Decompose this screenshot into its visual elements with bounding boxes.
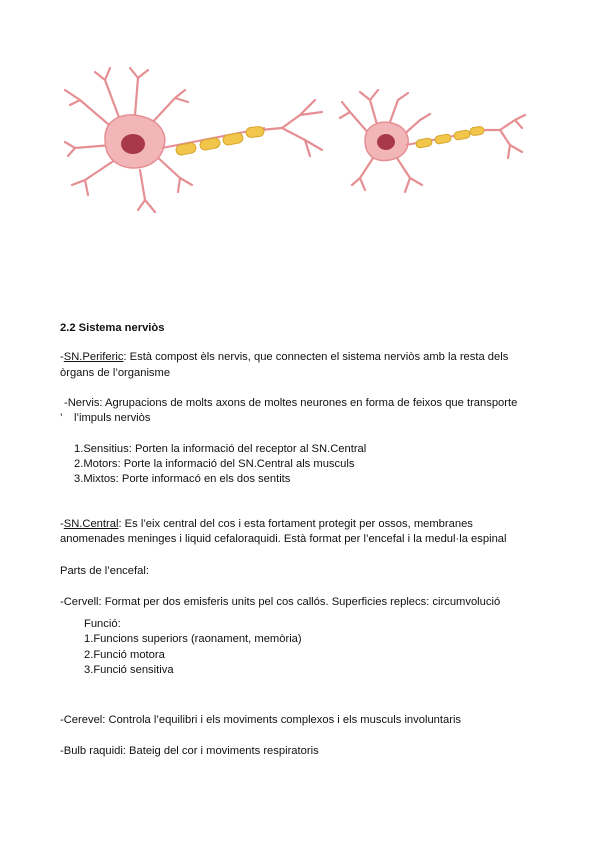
central-line-1: -SN.Central: Es l’eix central del cos i esta fortament protegit per ossos, membranes	[60, 518, 473, 530]
funcio-item-1: 1.Funcions superiors (raonament, memòria)	[84, 633, 302, 645]
periferic-text-1: : Està compost èls nervis, que connecten el sistema nerviòs amb la resta dels	[123, 351, 509, 363]
central-line-2: anomenades meninges i liquid cefaloraquidi. Està format per l’encefal i la medul·la espinal	[60, 533, 507, 545]
periferic-term: SN.Periferic	[63, 351, 124, 363]
funcio-item-3: 3.Funció sensitiva	[84, 664, 174, 676]
cerevel-line: -Cerevel: Controla l’equilibri i els moviments complexos i els musculs involuntaris	[60, 714, 462, 726]
nervis-line-2: l’impuls nerviòs	[74, 412, 151, 424]
central-text-1: : Es l’eix central del cos i esta fortament protegit per ossos, membranes	[118, 518, 473, 530]
cervell-line: -Cervell: Format per dos emisferis units pel cos callós. Superficies replecs: circumvolució	[60, 596, 501, 608]
funcio-heading: Funció:	[84, 618, 121, 630]
central-term: SN.Central	[63, 518, 119, 530]
nervis-type-1: 1.Sensitius: Porten la informació del receptor al SN.Central	[74, 443, 367, 455]
periferic-line-1: -SN.Periferic: Està compost èls nervis, que connecten el sistema nerviòs amb la resta dels	[60, 351, 509, 363]
neuron-2-nucleus	[377, 134, 395, 150]
neuron-1-nucleus	[121, 134, 145, 154]
neuron-illustration	[60, 60, 530, 230]
periferic-line-2: òrgans de l’organisme	[60, 367, 171, 379]
bulb-line: -Bulb raquidi: Bateig del cor i moviments respiratoris	[60, 745, 319, 757]
funcio-item-2: 2.Funció motora	[84, 649, 165, 661]
section-title: 2.2 Sistema nerviòs	[60, 322, 165, 334]
nervis-quote-mark: ’	[60, 412, 63, 424]
nervis-line-1: -Nervis: Agrupacions de molts axons de moltes neurones en forma de feixos que transporte	[64, 397, 518, 409]
nervis-type-2: 2.Motors: Porte la informació del SN.Central als musculs	[74, 458, 355, 470]
nervis-type-3: 3.Mixtos: Porte informacó en els dos sentits	[74, 473, 291, 485]
parts-heading: Parts de l’encefal:	[60, 565, 149, 577]
